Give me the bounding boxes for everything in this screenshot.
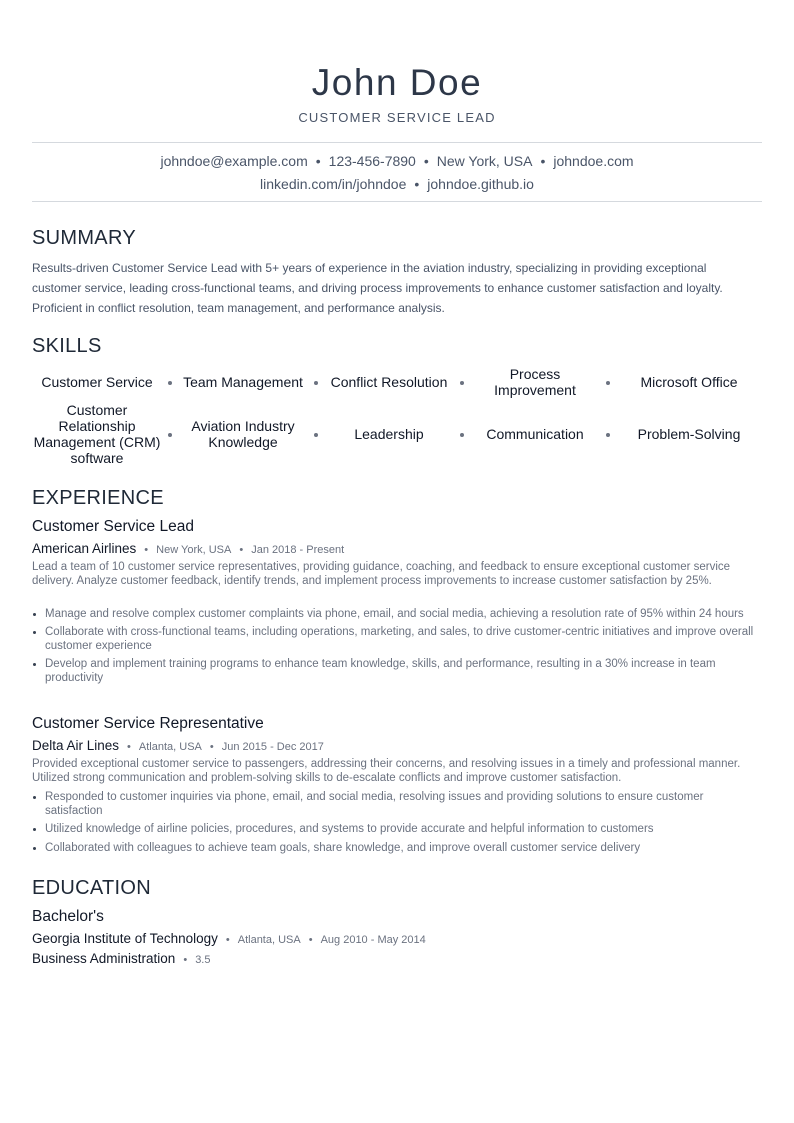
job-title: Customer Service Representative (32, 715, 264, 732)
bullet-text: Develop and implement training programs to enhance team knowledge, skills, and performance, resulting in a 30% increase in team productivity (45, 658, 716, 684)
separator: • (183, 954, 188, 966)
phone-number[interactable]: 123-456-7890 (328, 153, 416, 169)
skill-separator (168, 381, 172, 385)
job-description: Lead a team of 10 customer service representatives, providing guidance, coaching, and feedback to ensure exceptional customer service delivery. Analyze customer feedback, identify trends, and implement process improvements to increase customer satisfaction by 25%. (32, 561, 731, 587)
separator: • (225, 934, 230, 946)
location: New York, USA (436, 153, 533, 169)
separator: • (209, 741, 214, 753)
separator: • (127, 741, 131, 753)
list-item (32, 822, 757, 836)
skill-item: Customer Relationship Management (CRM) software (33, 402, 161, 466)
education-dates: Aug 2010 - May 2014 (320, 934, 426, 946)
experience-heading: EXPERIENCE (32, 487, 164, 509)
separator: • (239, 544, 244, 556)
job-bullets (32, 790, 762, 855)
skill-separator (314, 433, 318, 437)
skills-heading: SKILLS (32, 335, 102, 357)
bullet-text: Collaborated with colleagues to achieve team goals, share knowledge, and improve overall customer service delivery (45, 842, 641, 854)
job-meta (32, 738, 324, 753)
skill-item: Leadership (354, 426, 424, 442)
separator: • (423, 153, 429, 169)
field-of-study: Business Administration (32, 951, 176, 966)
skill-separator (606, 381, 610, 385)
bullet-text: Responded to customer inquiries via phone, email, and social media, resolving issues and providing solutions to ensure customer satisfaction (45, 791, 704, 817)
bullet-icon (33, 847, 36, 850)
skill-item: Communication (486, 426, 584, 442)
separator: • (144, 544, 149, 556)
job-location: Atlanta, USA (138, 741, 202, 753)
github-link[interactable]: johndoe.github.io (427, 176, 534, 192)
education-heading: EDUCATION (32, 877, 151, 899)
bullet-icon (33, 663, 36, 666)
bullet-icon (33, 613, 36, 616)
skill-item: Team Management (183, 374, 303, 390)
bullet-icon (33, 796, 36, 799)
job-dates: Jun 2015 - Dec 2017 (221, 741, 324, 753)
skill-item: Process Improvement (494, 366, 576, 398)
education-meta (32, 931, 426, 946)
list-item (32, 790, 757, 818)
candidate-name: John Doe (311, 62, 483, 103)
school-location: Atlanta, USA (237, 934, 301, 946)
summary-text: Results-driven Customer Service Lead with 5+ years of experience in the aviation industry, specializing in providing exceptional customer service, leading cross-functional teams, and driving process improvements to enhance customer satisfaction and loyalty. Proficient in conflict resolution, team management, and performance analysis. (32, 261, 723, 315)
job-bullets (32, 607, 762, 685)
separator: • (315, 153, 321, 169)
candidate-title: CUSTOMER SERVICE LEAD (298, 110, 496, 125)
bullet-icon (33, 828, 36, 831)
contact-line-2 (32, 176, 762, 192)
list-item (32, 657, 757, 685)
skill-item: Microsoft Office (640, 374, 738, 390)
skill-item: Conflict Resolution (330, 374, 448, 390)
separator: • (540, 153, 546, 169)
education-field-row (32, 951, 210, 966)
bullet-icon (33, 631, 36, 634)
company-name: Delta Air Lines (32, 738, 120, 753)
job-title: Customer Service Lead (32, 518, 194, 535)
contact-line-1 (32, 153, 762, 169)
job-dates: Jan 2018 - Present (251, 544, 345, 556)
skill-item: Customer Service (41, 374, 153, 390)
divider-top (32, 142, 762, 143)
job-meta (32, 541, 344, 556)
bullet-text: Collaborate with cross-functional teams, including operations, marketing, and sales, to drive customer-centric initiatives and improve overall customer experience (45, 626, 754, 652)
skill-separator (460, 433, 464, 437)
school-name: Georgia Institute of Technology (32, 931, 218, 946)
company-name: American Airlines (32, 541, 137, 556)
email-link[interactable]: johndoe@example.com (160, 153, 308, 169)
linkedin-link[interactable]: linkedin.com/in/johndoe (260, 176, 407, 192)
skill-item: Problem-Solving (637, 426, 741, 442)
skill-separator (460, 381, 464, 385)
list-item (32, 625, 757, 653)
skill-item: Aviation Industry Knowledge (191, 418, 295, 450)
bullet-text: Manage and resolve complex customer complaints via phone, email, and social media, achieving a resolution rate of 95% within 24 hours (45, 608, 744, 620)
skill-separator (168, 433, 172, 437)
separator: • (308, 934, 313, 946)
list-item (32, 607, 757, 621)
website-link[interactable]: johndoe.com (553, 153, 634, 169)
job-location: New York, USA (156, 544, 232, 556)
skill-separator (314, 381, 318, 385)
summary-heading: SUMMARY (32, 227, 136, 249)
skill-separator (606, 433, 610, 437)
job-description: Provided exceptional customer service to passengers, addressing their concerns, and resolving issues in a timely and professional manner. Utilized strong communication and problem-solving skills to de-escalate conflicts and improve customer satisfaction. (32, 758, 741, 784)
bullet-text: Utilized knowledge of airline policies, procedures, and systems to provide accurate and helpful information to customers (45, 823, 654, 835)
separator: • (414, 176, 420, 192)
divider-bottom (32, 201, 762, 202)
degree: Bachelor's (32, 908, 104, 925)
list-item (32, 841, 757, 855)
gpa: 3.5 (195, 954, 211, 966)
